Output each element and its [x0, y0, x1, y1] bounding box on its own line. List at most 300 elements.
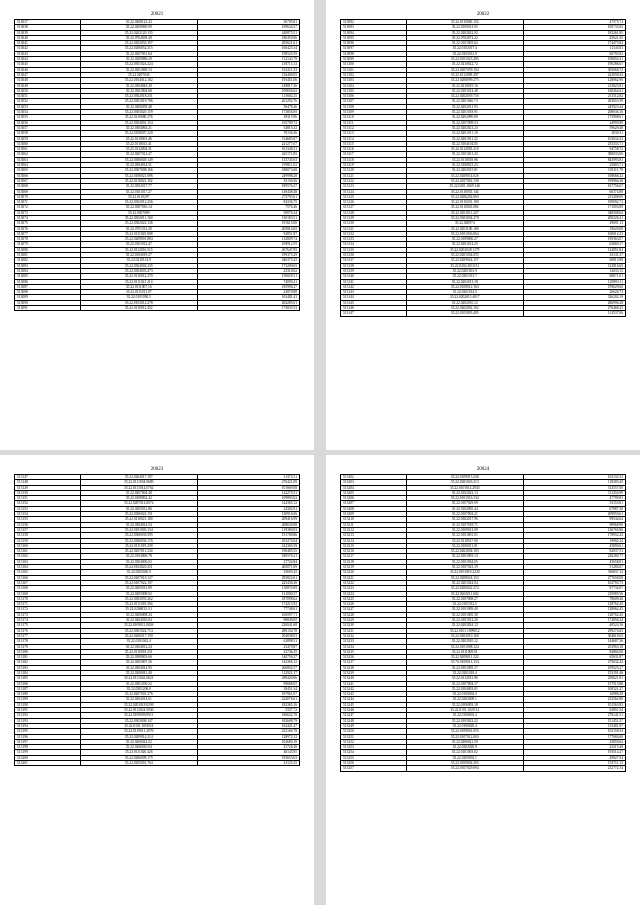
record-id-cell: 513212	[341, 527, 407, 532]
cadastral-number-cell: 35.22.0201024.04	[406, 580, 523, 585]
amount-cell: 67987.38	[523, 506, 625, 511]
amount-cell: 60813.98	[523, 258, 625, 263]
amount-cell: 103158.54	[523, 729, 625, 734]
record-id-cell: 513133	[341, 237, 407, 242]
cadastral-number-cell: 35.22.0110017.00	[406, 538, 523, 543]
record-id-cell: 513068	[15, 184, 81, 189]
record-id-cell: 513220	[341, 570, 407, 575]
amount-cell: 204038.03	[197, 633, 299, 638]
record-id-cell: 513238	[341, 665, 407, 670]
amount-cell: 222058.42	[523, 72, 625, 77]
amount-cell: 159715.13	[197, 62, 299, 67]
amount-cell: 102793.73	[523, 580, 625, 585]
amount-cell: 46143.95	[197, 750, 299, 755]
amount-cell: 24993.89	[523, 120, 625, 125]
amount-cell: 98849.65	[197, 618, 299, 623]
record-id-cell: 513097	[341, 46, 407, 51]
cadastral-number-cell: 35.22.0207014.0072	[80, 501, 197, 506]
record-id-cell: 513249	[341, 723, 407, 728]
record-id-cell: 513237	[341, 660, 407, 665]
record-id-cell: 513192	[15, 713, 81, 718]
record-id-cell: 513039	[15, 30, 81, 35]
record-id-cell: 513253	[341, 745, 407, 750]
record-id-cell: 513134	[341, 242, 407, 247]
cadastral-number-cell: 35.22.0101003.134	[80, 527, 197, 532]
record-id-cell: 513161	[15, 549, 81, 554]
record-id-cell: 513060	[15, 141, 81, 146]
record-id-cell: 513198	[15, 745, 81, 750]
cadastral-number-cell: 35.22.0107009.53	[406, 120, 523, 125]
cadastral-number-cell: 35.22.0205003.1	[406, 755, 523, 760]
cadastral-number-cell: 35.22.0104012.182	[80, 78, 197, 83]
amount-cell: 142365.12	[197, 501, 299, 506]
amount-cell: 171003.89	[523, 205, 625, 210]
cadastral-number-cell: 35.22.0204017.197	[80, 475, 197, 480]
page-20022	[326, 0, 640, 450]
cadastral-number-cell: 35.22.0303008.147	[80, 718, 197, 723]
record-id-cell: 513119	[341, 163, 407, 168]
record-id-cell: 513225	[341, 596, 407, 601]
cadastral-number-cell: 35.22.0209001.884	[80, 237, 197, 242]
record-id-cell: 513069	[15, 189, 81, 194]
amount-cell: 183261.85	[523, 30, 625, 35]
record-id-cell: 513210	[341, 517, 407, 522]
record-id-cell: 513080	[15, 247, 81, 252]
amount-cell: 99544.64	[523, 517, 625, 522]
record-id-cell: 513191	[15, 708, 81, 713]
record-id-cell: 513129	[341, 215, 407, 220]
record-id-cell: 513070	[15, 194, 81, 199]
cadastral-number-cell: 35.22.0301024.714	[80, 628, 197, 633]
amount-cell: 224076.61	[197, 697, 299, 702]
cadastral-number-cell: 35.22.0101003.62	[406, 41, 523, 46]
amount-cell: 82037.51	[523, 549, 625, 554]
cadastral-number-cell: 35.22.0208122.43	[80, 20, 197, 25]
record-id-cell: 513122	[341, 178, 407, 183]
record-id-cell: 513242	[341, 686, 407, 691]
cadastral-number-cell: 35.22.0205012.86	[80, 506, 197, 511]
record-id-cell: 513193	[15, 718, 81, 723]
cadastral-number-cell: 35.22.0702072.22	[406, 35, 523, 40]
amount-cell: 275632.42	[523, 660, 625, 665]
amount-cell: 62898.31	[197, 639, 299, 644]
cadastral-number-cell: 35.22.0101012.5	[406, 602, 523, 607]
cadastral-number-cell: 35.22.0201.1069.146	[406, 184, 523, 189]
record-id-cell: 513103	[341, 78, 407, 83]
amount-cell: 50076.24	[197, 210, 299, 215]
amount-cell: 154685.87	[197, 136, 299, 141]
cadastral-number-cell: 35.22.0109001.055	[406, 729, 523, 734]
cadastral-number-cell: 35.22.0110297	[80, 194, 197, 199]
amount-cell: 100521.27	[523, 686, 625, 691]
cadastral-number-cell: 35.22.0303012.9	[406, 51, 523, 56]
cadastral-number-cell: 35.22.0306036.176	[80, 538, 197, 543]
record-id-cell: 513188	[15, 692, 81, 697]
amount-cell: 232166.78	[197, 729, 299, 734]
amount-cell: 304619.63	[523, 633, 625, 638]
record-id-cell: 513040	[15, 35, 81, 40]
cadastral-number-cell: 35.22.0101001.01	[406, 533, 523, 538]
cadastral-number-cell: 35.22.0101014.48	[406, 88, 523, 93]
amount-cell: 41726.48	[197, 745, 299, 750]
amount-cell: 185996.27	[197, 284, 299, 289]
record-id-cell: 513248	[341, 718, 407, 723]
record-id-cell: 513136	[341, 253, 407, 258]
amount-cell: 191615.00	[197, 221, 299, 226]
record-id-cell: 513084	[15, 268, 81, 273]
record-id-cell: 513067	[15, 178, 81, 183]
record-id-cell: 513066	[15, 173, 81, 178]
record-id-cell: 513128	[341, 210, 407, 215]
record-id-cell: 513227	[341, 607, 407, 612]
amount-cell: 132809.74	[197, 237, 299, 242]
cadastral-number-cell: 35.22.0209024.157	[406, 258, 523, 263]
record-id-cell: 513126	[341, 200, 407, 205]
cadastral-number-cell: 35.22.0110001.46	[80, 136, 197, 141]
record-id-cell: 513082	[15, 258, 81, 263]
amount-cell: 151451.37	[523, 718, 625, 723]
record-id-cell: 513216	[341, 549, 407, 554]
record-id-cell: 513120	[341, 168, 407, 173]
cadastral-number-cell: 35.22.0205013.89	[80, 586, 197, 591]
record-id-cell: 513145	[341, 300, 407, 305]
record-id-cell: 513107	[341, 99, 407, 104]
cadastral-number-cell: 35.22.0110201.100	[406, 200, 523, 205]
cadastral-number-cell: 35.22.0202022.92	[406, 30, 523, 35]
amount-cell: 180576.21	[197, 554, 299, 559]
record-id-cell: 513160	[15, 543, 81, 548]
record-id-cell: 513202	[341, 475, 407, 480]
amount-cell: 253333.71	[523, 141, 625, 146]
amount-cell: 78156.36	[197, 131, 299, 136]
amount-cell: 336837.12	[523, 570, 625, 575]
record-id-cell: 513256	[341, 761, 407, 766]
cadastral-number-cell: 35.22.0304063.21	[80, 125, 197, 130]
record-id-cell: 513055	[15, 115, 81, 120]
amount-cell: 126400.65	[197, 72, 299, 77]
cadastral-number-cell: 35.22.0103022.22	[406, 718, 523, 723]
record-id-cell: 513157	[15, 527, 81, 532]
cadastral-number-cell: 35.22.0302018.231	[80, 94, 197, 99]
record-id-cell: 513071	[15, 200, 81, 205]
amount-cell: 5337.72	[197, 708, 299, 713]
record-id-cell: 513163	[15, 559, 81, 564]
amount-cell: 54815.32	[197, 125, 299, 130]
cadastral-number-cell: 35.22.0109015.236	[406, 475, 523, 480]
record-id-cell: 513240	[341, 676, 407, 681]
cadastral-number-cell: 35.22.0111021.214	[80, 279, 197, 284]
record-id-cell: 513178	[15, 639, 81, 644]
cadastral-number-cell: 35.22.0207001.276	[80, 692, 197, 697]
record-id-cell: 513085	[15, 274, 81, 279]
amount-cell: 97734.07	[523, 586, 625, 591]
ledger-table	[340, 19, 626, 317]
record-id-cell: 513245	[341, 702, 407, 707]
cadastral-number-cell: 35.22.0206008.24	[80, 612, 197, 617]
cadastral-number-cell: 35.22.0206022.52	[80, 739, 197, 744]
record-id-cell: 513100	[341, 62, 407, 67]
amount-cell: 49827.54	[523, 755, 625, 760]
record-id-cell: 513042	[15, 46, 81, 51]
cadastral-number-cell: 35.22.0109009.0911	[80, 713, 197, 718]
amount-cell: 39315.96	[197, 115, 299, 120]
cadastral-number-cell: 35.22.0202039.750	[406, 94, 523, 99]
amount-cell: 172856.24	[523, 618, 625, 623]
cadastral-number-cell: 35.22.0303020.159	[80, 110, 197, 115]
amount-cell: 188073.68	[197, 168, 299, 173]
record-id-cell: 513091	[15, 306, 81, 311]
amount-cell: 106597.71	[197, 612, 299, 617]
cadastral-number-cell: 35.22.0101.1099012	[406, 628, 523, 633]
cadastral-number-cell: 35.22.0111008.01	[406, 649, 523, 654]
table-row	[15, 761, 300, 766]
amount-cell: 191700.86	[197, 533, 299, 538]
record-id-cell: 513195	[15, 729, 81, 734]
cadastral-number-cell: 35.22.0108012.163	[406, 284, 523, 289]
record-id-cell: 513043	[15, 51, 81, 56]
cadastral-number-cell: 35.22.0103012.278	[80, 300, 197, 305]
amount-cell: 58478.46	[197, 104, 299, 109]
cadastral-number-cell: 35.22.0210019.16	[406, 83, 523, 88]
record-id-cell: 513073	[15, 210, 81, 215]
record-id-cell: 513246	[341, 708, 407, 713]
amount-cell: 78609.26	[523, 596, 625, 601]
amount-cell: 276421.09	[197, 480, 299, 485]
cadastral-number-cell: 35.22.0106003.18	[406, 702, 523, 707]
record-id-cell: 513173	[15, 612, 81, 617]
record-id-cell: 513053	[15, 104, 81, 109]
amount-cell: 63851.54	[523, 708, 625, 713]
record-id-cell: 513254	[341, 750, 407, 755]
record-id-cell: 513064	[15, 163, 81, 168]
cadastral-number-cell: 35.22.0101010.2229	[406, 570, 523, 575]
record-id-cell: 513138	[341, 263, 407, 268]
amount-cell: 380033.06	[523, 152, 625, 157]
amount-cell: 128962.45	[523, 607, 625, 612]
cadastral-number-cell: 35.22.0307008.166	[80, 168, 197, 173]
cadastral-number-cell: 35.22.0104104.05	[406, 141, 523, 146]
record-id-cell: 513047	[15, 72, 81, 77]
record-id-cell: 513204	[341, 485, 407, 490]
amount-cell: 205621.61	[197, 41, 299, 46]
record-id-cell: 513105	[341, 88, 407, 93]
record-id-cell: 513110	[341, 115, 407, 120]
cadastral-number-cell: 35.22.0103003.405	[406, 311, 523, 316]
amount-cell: 276468.25	[523, 306, 625, 311]
cadastral-number-cell: 35.22.0202120.135	[80, 30, 197, 35]
cadastral-number-cell: 35.22.0303093.262	[80, 596, 197, 601]
cadastral-number-cell: 35.22.0306039.395	[80, 533, 197, 538]
amount-cell: 112143.79	[197, 57, 299, 62]
record-id-cell: 513037	[15, 20, 81, 25]
amount-cell: 128762.45	[523, 602, 625, 607]
cadastral-number-cell: 35.22.0206202.063	[406, 194, 523, 199]
record-id-cell: 513158	[15, 533, 81, 538]
amount-cell: 109656.63	[197, 88, 299, 93]
amount-cell: 286996.28	[523, 300, 625, 305]
cadastral-number-cell: 35.22.0301019.786	[80, 99, 197, 104]
amount-cell: 165709.72	[197, 120, 299, 125]
cadastral-number-cell: 35.70.0109014.154	[406, 660, 523, 665]
amount-cell: 47799.83	[523, 496, 625, 501]
cadastral-number-cell: 35.22.0109006.27	[406, 237, 523, 242]
cadastral-number-cell: 35.22.0201011.10	[406, 131, 523, 136]
record-id-cell: 513143	[341, 290, 407, 295]
record-id-cell: 513162	[15, 554, 81, 559]
amount-cell: 109803.02	[197, 496, 299, 501]
cadastral-number-cell: 35.22.0108002.42	[80, 496, 197, 501]
amount-cell: 348508.64	[523, 210, 625, 215]
cadastral-number-cell: 35.22.0202010.12	[406, 300, 523, 305]
record-id-cell: 513099	[341, 57, 407, 62]
cadastral-number-cell: 35.22.0110018.86	[406, 157, 523, 162]
table-row	[341, 311, 626, 316]
cadastral-number-cell: 35.22.0101003.02	[406, 750, 523, 755]
amount-cell: 62669.17	[523, 242, 625, 247]
cadastral-number-cell: 35.22.0304003.473	[80, 268, 197, 273]
cadastral-number-cell: 35.22.0201018.91	[406, 110, 523, 115]
record-id-cell: 513081	[15, 253, 81, 258]
amount-cell: 193514.27	[523, 750, 625, 755]
cadastral-number-cell: 35.22.0202015.4017	[406, 295, 523, 300]
amount-cell: 19620.08	[523, 226, 625, 231]
cadastral-number-cell: 35.22.0302017.96	[406, 517, 523, 522]
amount-cell: 212772.14	[523, 766, 625, 771]
page-20023	[0, 455, 314, 905]
amount-cell: 109523.27	[523, 665, 625, 670]
amount-cell: 128762.45	[523, 612, 625, 617]
record-id-cell: 513221	[341, 575, 407, 580]
amount-cell: 232562.88	[523, 697, 625, 702]
record-id-cell: 513167	[15, 580, 81, 585]
amount-cell: 53153.81	[523, 501, 625, 506]
amount-cell: 103111.79	[523, 168, 625, 173]
record-id-cell: 513141	[341, 279, 407, 284]
record-id-cell: 513086	[15, 279, 81, 284]
record-id-cell: 513075	[15, 221, 81, 226]
cadastral-number-cell: 35.22.020974	[406, 221, 523, 226]
page-title: 20022	[476, 12, 490, 17]
record-id-cell: 513228	[341, 612, 407, 617]
amount-cell: 199629.60	[523, 284, 625, 289]
record-id-cell: 513112	[341, 125, 407, 130]
record-id-cell: 513175	[15, 623, 81, 628]
record-id-cell: 513130	[341, 221, 407, 226]
record-id-cell: 513147	[341, 311, 407, 316]
record-id-cell: 513065	[15, 168, 81, 173]
record-id-cell: 513183	[15, 665, 81, 670]
cadastral-number-cell: 35.22.0112005.210	[406, 147, 523, 152]
record-id-cell: 513251	[341, 734, 407, 739]
cadastral-number-cell: 35.22.0107029.99	[406, 501, 523, 506]
amount-cell: 112537.06	[523, 311, 625, 316]
record-id-cell: 513190	[15, 702, 81, 707]
amount-cell: 168666.22	[523, 173, 625, 178]
cadastral-number-cell: 35.22.0209014.214	[80, 734, 197, 739]
amount-cell: 221277.07	[197, 141, 299, 146]
cadastral-number-cell: 35.22.0302012.256	[80, 200, 197, 205]
amount-cell: 187098.62	[197, 596, 299, 601]
cadastral-number-cell: 35.22.0110060.154	[406, 20, 523, 25]
amount-cell: 94758.72	[523, 147, 625, 152]
record-id-cell: 513048	[15, 78, 81, 83]
amount-cell: 277658.09	[523, 575, 625, 580]
cadastral-number-cell: 35.22.0108007.220	[80, 131, 197, 136]
record-id-cell: 513111	[341, 120, 407, 125]
cadastral-number-cell: 35.22.0109002.205	[406, 761, 523, 766]
cadastral-number-cell: 35.22.0101034.05	[406, 559, 523, 564]
cadastral-number-cell: 35.22.0202009.1	[406, 697, 523, 702]
amount-cell: 182365.16	[197, 702, 299, 707]
amount-cell: 126765.86	[523, 527, 625, 532]
record-id-cell: 513226	[341, 602, 407, 607]
record-id-cell: 513058	[15, 131, 81, 136]
amount-cell: 60793.82	[523, 51, 625, 56]
cadastral-number-cell: 35.22.0701313.20	[80, 226, 197, 231]
cadastral-number-cell: 35.22.0104003.01	[406, 686, 523, 691]
cadastral-number-cell: 35.22.0307089	[80, 210, 197, 215]
cadastral-number-cell: 35.22.0308003.66	[80, 655, 197, 660]
cadastral-number-cell: 35.22.0107023.19	[406, 565, 523, 570]
cadastral-number-cell: 35.22.0304006.02	[80, 559, 197, 564]
amount-cell: 122273.51	[197, 490, 299, 495]
amount-cell: 35156.56	[197, 178, 299, 183]
amount-cell: 190092.71	[523, 200, 625, 205]
record-id-cell: 513123	[341, 184, 407, 189]
amount-cell: 201292.76	[197, 99, 299, 104]
record-id-cell: 513234	[341, 644, 407, 649]
record-id-cell: 513139	[341, 268, 407, 273]
cadastral-number-cell: 35.22.0201040.73	[406, 99, 523, 104]
amount-cell: 199373.29	[197, 253, 299, 258]
cadastral-number-cell: 35.22.0101012.20	[406, 618, 523, 623]
amount-cell: 111254.99	[523, 490, 625, 495]
amount-cell: 173209.65	[197, 263, 299, 268]
record-id-cell: 513117	[341, 152, 407, 157]
cadastral-number-cell: 35.22.0101005.17	[406, 665, 523, 670]
cadastral-number-cell: 35.22.0202013.18	[406, 279, 523, 284]
record-id-cell: 513151	[15, 496, 81, 501]
amount-cell: 133745.63	[197, 157, 299, 162]
amount-cell: 56705.81	[197, 20, 299, 25]
amount-cell: 45890.61	[523, 543, 625, 548]
cadastral-number-cell: 35.22.0110012.452	[80, 306, 197, 311]
record-id-cell: 513074	[15, 215, 81, 220]
cadastral-number-cell: 35.22.0207059.104	[406, 67, 523, 72]
cadastral-number-cell: 35.22.0306022.151	[80, 512, 197, 517]
record-id-cell: 513247	[341, 713, 407, 718]
record-id-cell: 513132	[341, 231, 407, 236]
record-id-cell: 513051	[15, 94, 81, 99]
amount-cell: 102680.18	[197, 739, 299, 744]
table-row	[15, 306, 300, 311]
cadastral-number-cell: 35.22.0301206.0	[80, 686, 197, 691]
amount-cell: 175908.61	[523, 115, 625, 120]
amount-cell: 293822.61	[197, 575, 299, 580]
cadastral-number-cell: 35.22.0101016.134	[406, 496, 523, 501]
cadastral-number-cell: 35.22.0118013.41	[80, 141, 197, 146]
record-id-cell: 513184	[15, 670, 81, 675]
record-id-cell: 513054	[15, 110, 81, 115]
amount-cell: 103634.32	[523, 136, 625, 141]
record-id-cell: 513205	[341, 490, 407, 495]
amount-cell: 190286.67	[523, 62, 625, 67]
cadastral-number-cell: 35.22.0205008.02	[80, 591, 197, 596]
record-id-cell: 513189	[15, 697, 81, 702]
amount-cell: 173856.09	[197, 110, 299, 115]
amount-cell: 267647.85	[197, 247, 299, 252]
cadastral-number-cell: 35.22.0104019.27	[80, 253, 197, 258]
